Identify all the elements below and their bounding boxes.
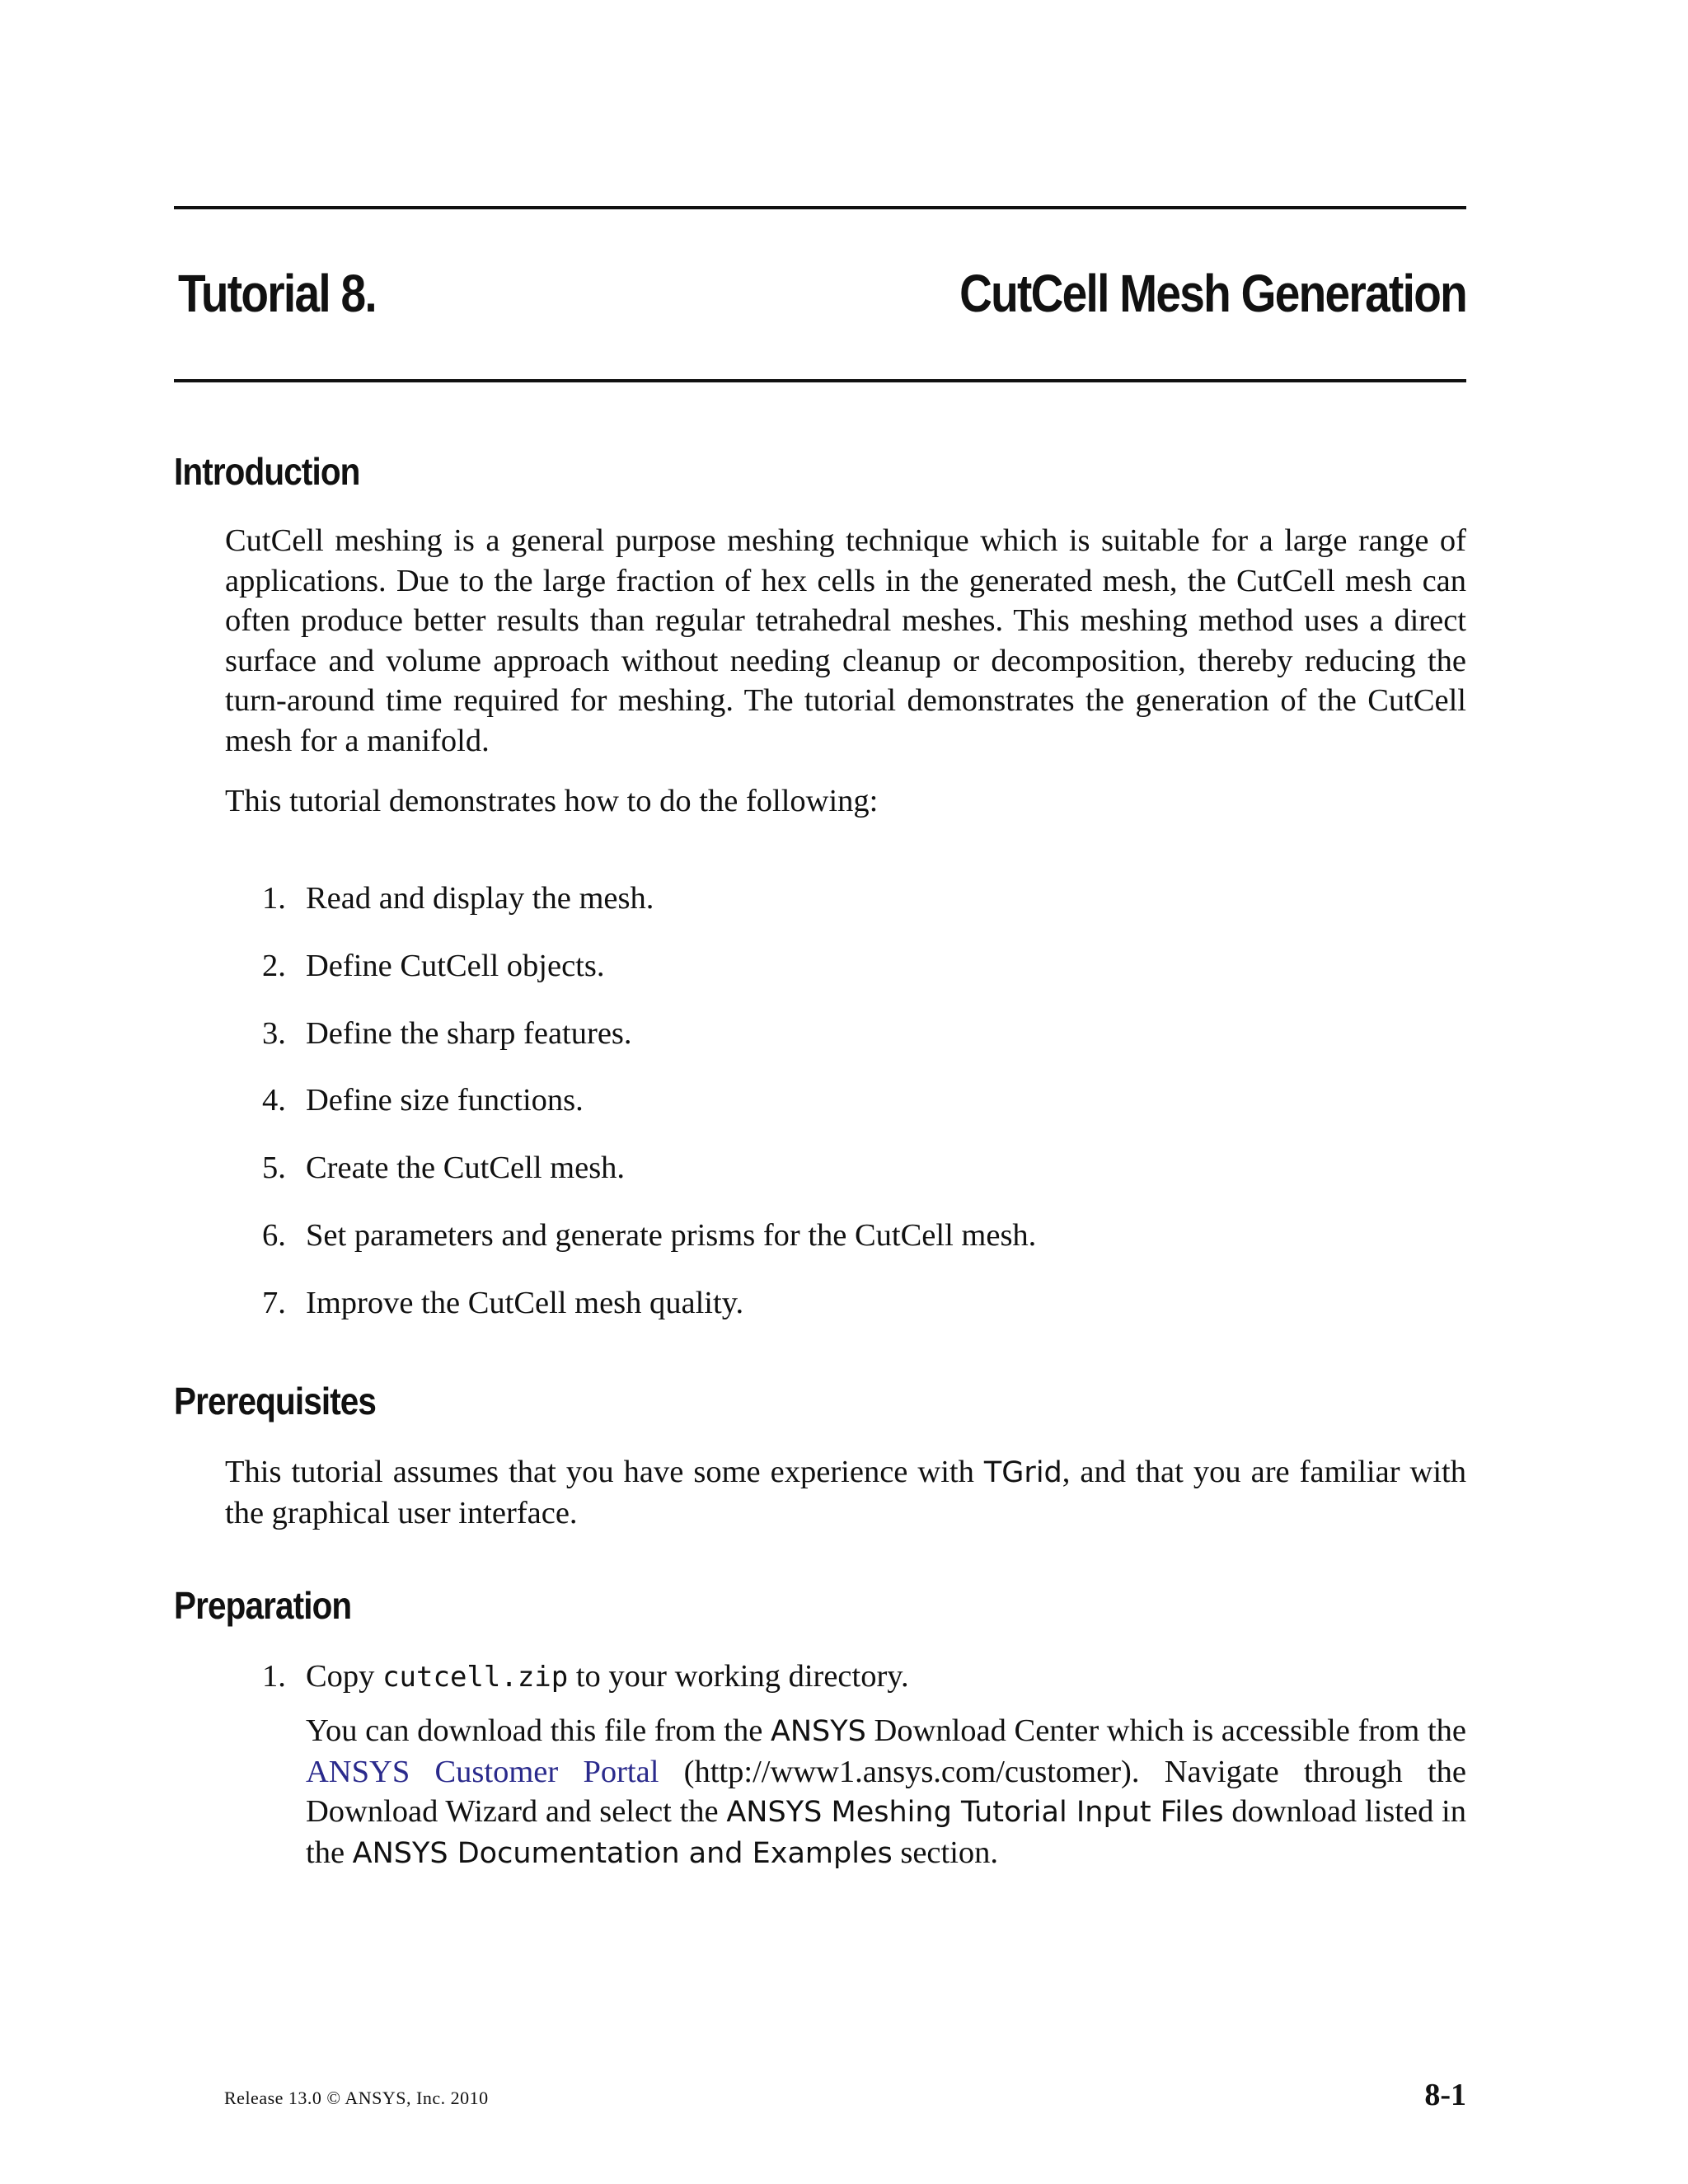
prerequisites-heading: Prerequisites <box>174 1380 377 1422</box>
file-name: cutcell.zip <box>382 1661 569 1694</box>
list-item <box>262 1014 632 1053</box>
preparation-heading: Preparation <box>174 1584 352 1627</box>
list-item-number: 6. <box>262 1218 286 1253</box>
documentation-section-name: ANSYS Documentation and Examples <box>352 1836 893 1870</box>
list-item <box>262 1148 625 1188</box>
footer-release: Release 13.0 © ANSYS, Inc. 2010 <box>224 2088 489 2108</box>
list-item-number: 7. <box>262 1286 286 1320</box>
chapter-title: CutCell Mesh Generation <box>959 264 1466 323</box>
introduction-lead: This tutorial demonstrates how to do the following: <box>225 784 879 818</box>
list-item <box>262 879 654 918</box>
list-item-text: Set parameters and generate prisms for the CutCell mesh. <box>306 1218 1037 1253</box>
chapter-label: Tutorial 8. <box>178 264 376 323</box>
list-item <box>262 1080 584 1120</box>
detail-text-1: You can download this file from the <box>306 1713 771 1748</box>
header-bottom-rule <box>174 379 1466 382</box>
preparation-step <box>262 1657 909 1697</box>
detail-text-3: (http://www1.ansys.com/customer). Navigate through the Download Wizard and select the <box>306 1754 1466 1829</box>
page-number: 8-1 <box>1424 2078 1466 2112</box>
introduction-paragraph: CutCell meshing is a general purpose meshing technique which is suitable for a large range of applications. Due to the large fraction of hex cells in the generated mesh, the CutCell mesh can often produce better results than regular tetrahedral meshes. This meshing method uses a direct surface and volume approach without needing cleanup or decomposition, thereby reducing the turn-around time required for meshing. The tutorial demonstrates the generation of the CutCell mesh for a manifold. <box>225 523 1466 758</box>
header-top-rule <box>174 206 1466 209</box>
prerequisites-text-after: , and that you are familiar with the graphical user interface. <box>225 1455 1467 1530</box>
list-item <box>262 946 604 986</box>
prerequisites-paragraph <box>225 1452 1466 1533</box>
preparation-step-prefix: Copy <box>306 1659 383 1694</box>
tutorial-input-files-name: ANSYS Meshing Tutorial Input Files <box>726 1796 1224 1829</box>
list-item <box>262 1216 1036 1255</box>
list-item-number: 2. <box>262 949 286 983</box>
list-item-number: 4. <box>262 1083 286 1118</box>
tgrid-app-name: TGrid <box>983 1456 1062 1489</box>
list-item-text: Define CutCell objects. <box>306 949 605 983</box>
prerequisites-text-before: This tutorial assumes that you have some experience with <box>225 1455 984 1489</box>
preparation-detail-paragraph <box>306 1711 1466 1873</box>
list-item-text: Create the CutCell mesh. <box>306 1151 626 1185</box>
list-item-number: 3. <box>262 1016 286 1051</box>
list-item-number: 5. <box>262 1151 286 1185</box>
list-item-text: Improve the CutCell mesh quality. <box>306 1286 744 1320</box>
detail-text-5: section. <box>892 1835 999 1870</box>
preparation-step-suffix: to your working directory. <box>568 1659 909 1694</box>
detail-text-2: Download Center which is accessible from the <box>865 1713 1466 1748</box>
list-item-number: 1. <box>262 881 286 916</box>
detail-text-4: download listed in the <box>306 1794 1466 1870</box>
list-item-text: Define the sharp features. <box>306 1016 632 1051</box>
list-item <box>262 1283 743 1323</box>
introduction-heading: Introduction <box>174 450 360 493</box>
list-item-number: 1. <box>262 1659 286 1694</box>
list-item-text: Define size functions. <box>306 1083 584 1118</box>
ansys-customer-portal-link[interactable]: ANSYS Customer Portal <box>306 1754 659 1789</box>
list-item-text: Read and display the mesh. <box>306 881 654 916</box>
ansys-name: ANSYS <box>770 1715 866 1748</box>
